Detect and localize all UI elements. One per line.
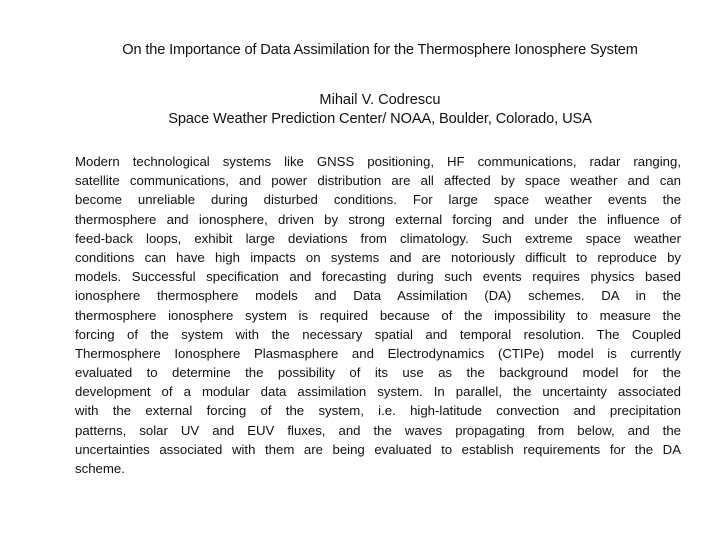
- author-affiliation: Space Weather Prediction Center/ NOAA, Boulder, Colorado, USA: [168, 111, 592, 127]
- paper-title: On the Importance of Data Assimilation for the Thermosphere Ionosphere System: [122, 42, 638, 58]
- abstract-line: patterns, solar UV and EUV fluxes, and the waves propagating from below, and the: [75, 422, 681, 438]
- abstract-line: thermosphere and ionosphere, driven by strong external forcing and under the influence of: [75, 211, 681, 227]
- abstract-line: ionosphere thermosphere models and Data Assimilation (DA) schemes. DA in the: [75, 288, 681, 304]
- abstract-line: evaluated to determine the possibility of its use as the background model for the: [75, 365, 681, 381]
- abstract-line: Thermosphere Ionosphere Plasmasphere and Electrodynamics (CTIPe) model is currently: [75, 345, 681, 361]
- abstract-line: feed-back loops, exhibit large deviations from climatology. Such extreme space weather: [75, 230, 681, 246]
- author-name: Mihail V. Codrescu: [319, 92, 441, 108]
- abstract-line: conditions can have high impacts on systems and are notoriously difficult to reproduce by: [75, 249, 681, 265]
- abstract-line: forcing of the system with the necessary spatial and temporal resolution. The Coupled: [75, 326, 681, 342]
- abstract-line: models. Successful specification and forecasting during such events requires physics based: [75, 269, 681, 285]
- abstract-line: thermosphere ionosphere system is required because of the impossibility to measure the: [75, 307, 681, 323]
- abstract-line: with the external forcing of the system, i.e. high-latitude convection and precipitation: [75, 403, 681, 419]
- abstract-line: scheme.: [75, 461, 125, 476]
- abstract-body: [75, 152, 681, 478]
- abstract-line: Modern technological systems like GNSS positioning, HF communications, radar ranging,: [75, 154, 681, 169]
- abstract-line: uncertainties associated with them are being evaluated to establish requirements for the DA: [75, 441, 681, 457]
- abstract-line: development of a modular data assimilation system. In parallel, the uncertainty associated: [75, 384, 681, 400]
- abstract-line: satellite communications, and power distribution are all affected by space weather and can: [75, 173, 681, 189]
- abstract-line: become unreliable during disturbed conditions. For large space weather events the: [75, 192, 681, 208]
